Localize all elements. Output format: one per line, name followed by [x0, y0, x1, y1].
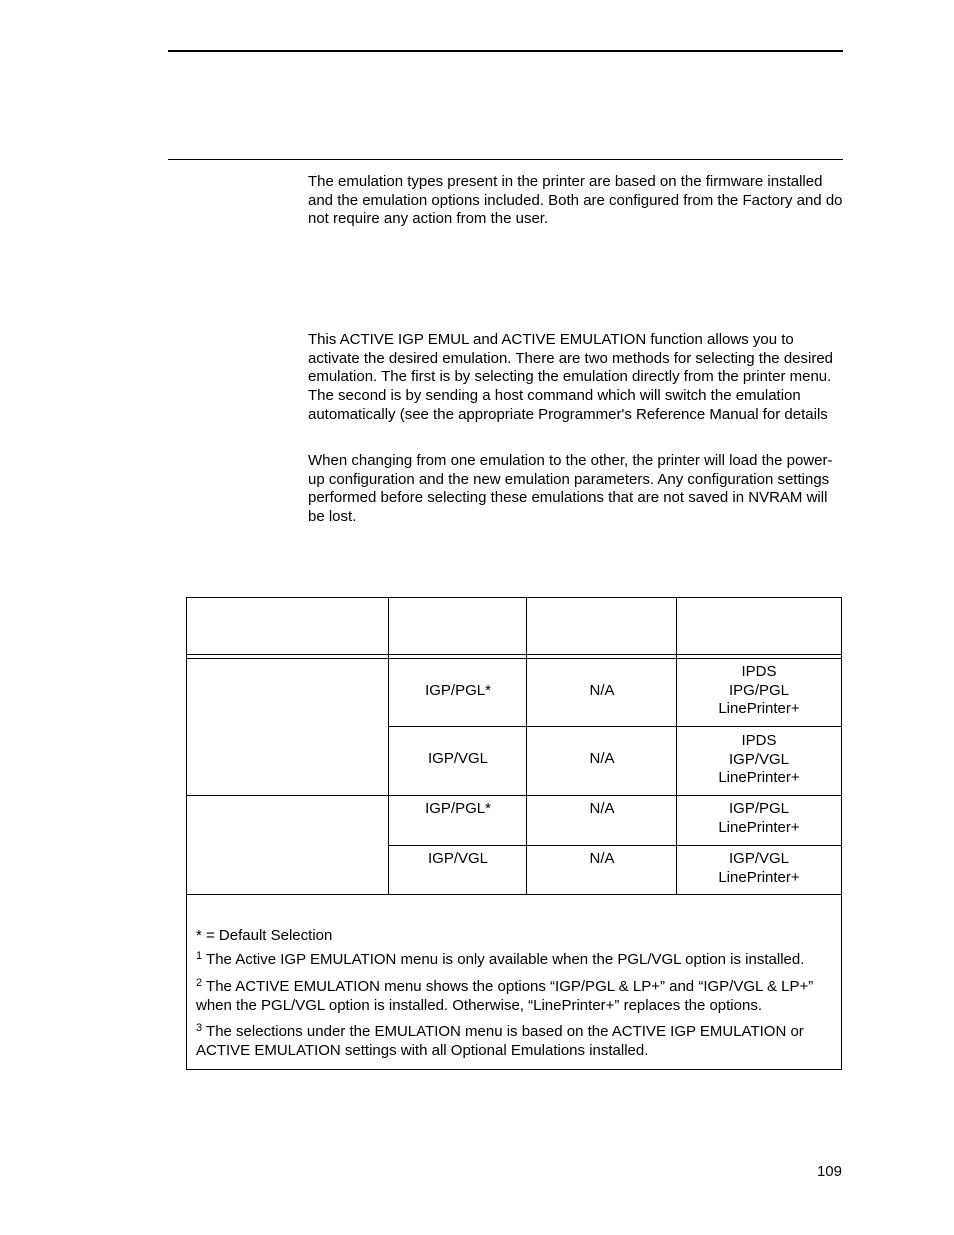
- footnote-1: [196, 951, 836, 970]
- header-rule: [168, 50, 843, 52]
- changing-emulation-paragraph: When changing from one emulation to the other, the printer will load the power-up configuration and the new emulation parameters. Any configuration settings performed before selecting these emulations that are not saved in NVRAM will be lost.: [308, 452, 833, 526]
- table-cell: [677, 732, 841, 788]
- cell-line: LinePrinter+: [718, 769, 800, 787]
- cell-line: IGP/VGL: [728, 850, 790, 867]
- row-divider-3: [388, 845, 841, 846]
- footnote-marker: 1: [196, 950, 203, 962]
- default-selection-note: * = Default Selection: [196, 927, 333, 944]
- page-number: 109: [816, 1163, 842, 1180]
- table-cell: IGP/PGL*: [425, 800, 491, 817]
- header-divider-lower: [187, 658, 841, 659]
- emulation-table: [186, 597, 842, 1070]
- cell-line: LinePrinter+: [718, 868, 800, 886]
- footnote-marker: 2: [196, 977, 203, 989]
- table-cell: IGP/VGL: [427, 850, 489, 867]
- table-cell: [677, 850, 841, 887]
- table-cell: [677, 663, 841, 719]
- table-cell: N/A: [589, 750, 615, 767]
- active-emulation-paragraph: This ACTIVE IGP EMUL and ACTIVE EMULATION function allows you to activate the desired emulation. There are two methods for selecting the desired emulation. The first is by selecting the emulation directly from the printer menu. The second is by sending a host command which will switch the emulation automatically (see the appropriate Programmer's Reference Manual for details: [308, 331, 834, 423]
- table-cell: [677, 800, 841, 837]
- cell-line: LinePrinter+: [718, 700, 800, 718]
- cell-line: IPG/PGL: [728, 681, 790, 699]
- cell-line: IPDS: [741, 732, 777, 749]
- intro-paragraph: The emulation types present in the printer are based on the firmware installed and the emulation options included. Both are configured from the Factory and do not require any action from the user.: [308, 173, 843, 228]
- table-cell: IGP/VGL: [427, 750, 489, 767]
- table-cell: N/A: [589, 800, 615, 817]
- footnote-text: The selections under the EMULATION menu is based on the ACTIVE IGP EMULATION or ACTIVE EMULATION settings with all Optional Emulations installed.: [196, 1023, 804, 1059]
- footnote-2: [196, 978, 836, 1015]
- cell-line: IGP/VGL: [728, 750, 790, 768]
- cell-line: IPDS: [741, 663, 777, 680]
- table-cell: N/A: [589, 850, 615, 867]
- footnote-3: [196, 1023, 836, 1060]
- footnote-marker: 3: [196, 1022, 203, 1034]
- cell-line: LinePrinter+: [718, 818, 800, 836]
- section-rule: [168, 159, 843, 160]
- table-cell: IGP/PGL*: [425, 682, 491, 699]
- row-divider-1: [388, 726, 841, 727]
- group-divider: [187, 795, 841, 796]
- cell-line: IGP/PGL: [728, 800, 790, 817]
- footnote-text: The Active IGP EMULATION menu is only available when the PGL/VGL option is installed.: [206, 951, 805, 968]
- footnote-text: The ACTIVE EMULATION menu shows the options “IGP/PGL & LP+” and “IGP/VGL & LP+” when the PGL/VGL option is installed. Otherwise, “LinePrinter+” replaces the options.: [196, 978, 814, 1014]
- table-cell: N/A: [589, 682, 615, 699]
- header-divider-upper: [187, 654, 841, 655]
- notes-divider: [187, 894, 841, 895]
